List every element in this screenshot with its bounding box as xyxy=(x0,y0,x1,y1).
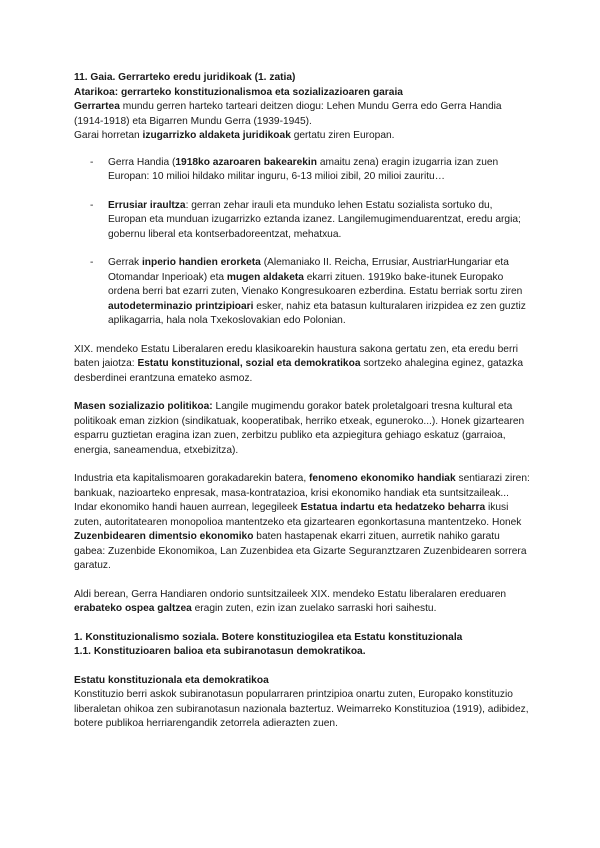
document-subtitle: Atarikoa: gerrarteko konstituzionalismoa eta sozializazioaren garaia xyxy=(74,86,403,98)
document-page xyxy=(74,71,530,746)
paragraph-liberal-state: XIX. mendeko Estatu Liberalaren eredu klasikoarekin haustura sakona gertatu zen, eta eredu berri baten jaiotza: Estatu konstituzional, sozial eta demokratikoa sortzeko ahalegina eginez, gatazka desberdinei erantzuna emateko asmoz. xyxy=(74,343,524,384)
paragraph-constitutional-state: Konstituzio berri askok subiranotasun popularraren printzipioa onartu zuten, Europako konstituzio liberaletan ohikoa zen subiranotasun nazionala baztertuz. Weimarreko Konstituzioa (1919), adibidez, botere publikoa herriarengandik zetorrela adierazten zuen. xyxy=(74,689,529,729)
paragraph-mass-socialization: Masen sozializazio politikoa: Langile mugimendu gorakor batek proletalgoari tresna kultural eta politikoak eman zizkion (sindikatuak, kooperatibak, herriko etxeak, eguneroko...). Honek gizartearen esparru guztietan eragina izan zuen, zerbitzu publiko eta azpiegitura gehiago eskatuz (garraioa, energia, saneamendua, etxebizitza). xyxy=(74,401,525,456)
list-item: - Errusiar iraultza: gerran zehar irauli eta munduko lehen Estatu sozialista sortuko du, Europan eta munduan izugarrizko eztanda izanez. Langilemugimenduarentzat, eredu argia; gobernu liberal eta kontserbadoreentzat, mehatxua. xyxy=(90,199,521,240)
subsection-heading: Estatu konstituzionala eta demokratikoa xyxy=(74,674,269,686)
list-item: - Gerrak inperio handien erorketa (Alemaniako II. Reicha, Errusiar, AustriarHungariar eta Otomandar Inperioak) eta mugen aldaketa ekarri zituen. 1919ko bake-itunek Europako ordena berri bat ezarri zuten, Vienako Kongresukoaren ezberdina. Estatu berriak sortu ziren autodeterminazio printzipioari esker, nahiz eta batasun kulturalaren irizpidea ez zen guztiz aplikagarria, hala nola Txekoslovakian edo Polonian. xyxy=(90,257,526,326)
intro-paragraph-2: Garai horretan izugarrizko aldaketa juridikoak gertatu ziren Europan. xyxy=(74,130,395,141)
section-heading-1-1: 1.1. Konstituzioaren balioa eta subiranotasun demokratikoa. xyxy=(74,646,366,657)
paragraph-economic-phenomena: Industria eta kapitalismoaren gorakadarekin batera, fenomeno ekonomiko handiak sentiarazi ziren: bankuak, nazioarteko enpresak, masa-kontratazioa, krisi ekonomiko handiak eta suntsitzaileak... Indar ekonomiko handi hauen aurrean, legegileek Estatua indartu eta hedatzeko beharra ikusi zuten, autoritatearen monopolioa mantentzeko eta gizartearen egonkortasuna mantentzeko. Honek Zuzenbidearen dimentsio ekonomiko baten hastapenak ekarri zituen, aurretik nahiko garatu gabea: Zuzenbide Ekonomikoa, Lan Zuzenbidea eta Gizarte Seguranztzaren Zuzenbidearen sorrera garatuz. xyxy=(74,473,530,571)
bullet-list xyxy=(74,156,530,329)
intro-paragraph: Gerrartea mundu gerren harteko tarteari deitzen diogu: Lehen Mundu Gerra edo Gerra Handia (1914-1918) eta Bigarren Mundu Gerra (1939-1945). xyxy=(74,101,502,127)
section-heading-1: 1. Konstituzionalismo soziala. Botere konstituziogilea eta Estatu konstituzionala xyxy=(74,631,463,643)
paragraph-prestige-loss: Aldi berean, Gerra Handiaren ondorio suntsitzaileek XIX. mendeko Estatu liberalaren ereduaren erabateko ospea galtzea eragin zuten, ezin izan zuelako sarraski hori saihestu. xyxy=(74,588,507,614)
document-title: 11. Gaia. Gerrarteko eredu juridikoak (1. zatia) xyxy=(74,72,296,83)
list-item: - Gerra Handia (1918ko azaroaren bakearekin amaitu zena) eragin izugarria izan zuen Europan: 10 milioi hildako militar inguru, 6-13 milioi zibil, 20 milioi zauritu… xyxy=(90,156,499,182)
